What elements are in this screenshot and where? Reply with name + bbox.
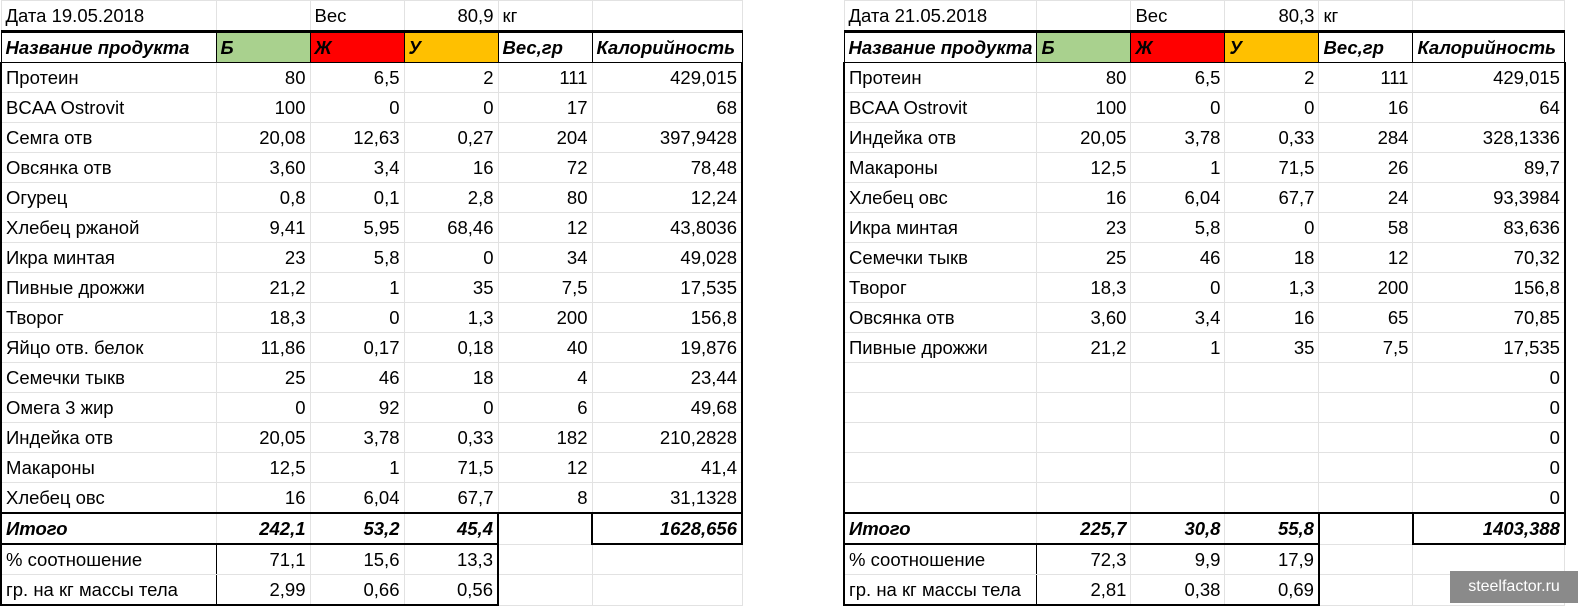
table-cell[interactable]: 78,48 (592, 153, 742, 183)
per-kg-cell[interactable]: 0,38 (1131, 575, 1225, 606)
table-cell[interactable]: 0 (1413, 453, 1565, 483)
table-cell[interactable]: 0 (404, 93, 498, 123)
ratio-row (1, 544, 742, 575)
table-cell[interactable]: 1 (1131, 333, 1225, 363)
table-cell[interactable]: 0,33 (404, 423, 498, 453)
per-kg-cell[interactable]: гр. на кг массы тела (844, 575, 1037, 606)
table-cell[interactable]: Семечки тыкв (844, 243, 1037, 273)
empty-cell[interactable] (1413, 1, 1565, 32)
title-row (844, 1, 1565, 32)
per-kg-cell[interactable]: гр. на кг массы тела (1, 575, 216, 606)
nutrition-table (0, 0, 743, 606)
header-cell[interactable]: Ж (1131, 32, 1225, 63)
table-row (844, 303, 1565, 333)
total-cell[interactable]: 225,7 (1037, 513, 1131, 544)
table-cell[interactable]: 70,85 (1413, 303, 1565, 333)
table-row (1, 93, 742, 123)
table-cell[interactable]: 17,535 (592, 273, 742, 303)
table-cell[interactable]: Икра минтая (844, 213, 1037, 243)
table-cell[interactable]: 23 (216, 243, 310, 273)
table-cell[interactable]: Яйцо отв. белок (1, 333, 216, 363)
header-cell[interactable]: У (404, 32, 498, 63)
table-cell[interactable]: Индейка отв (844, 123, 1037, 153)
table-cell[interactable]: 18,3 (216, 303, 310, 333)
table-cell[interactable]: 68,46 (404, 213, 498, 243)
empty-cell[interactable] (592, 1, 742, 32)
header-cell[interactable]: Б (216, 32, 310, 63)
table-cell[interactable]: 83,636 (1413, 213, 1565, 243)
table-cell[interactable]: 0 (1413, 393, 1565, 423)
weight-label-cell[interactable]: Вес (310, 1, 404, 32)
table-cell[interactable]: 3,60 (1037, 303, 1131, 333)
table-cell[interactable]: Семга отв (1, 123, 216, 153)
table-cell[interactable]: 68 (592, 93, 742, 123)
table-cell[interactable]: Овсянка отв (844, 303, 1037, 333)
total-cell[interactable]: 1403,388 (1413, 513, 1565, 544)
table-cell[interactable]: Овсянка отв (1, 153, 216, 183)
date-cell[interactable]: Дата 19.05.2018 (1, 1, 216, 32)
table-cell[interactable]: 7,5 (498, 273, 592, 303)
table-cell[interactable] (1131, 393, 1225, 423)
table-cell[interactable]: 49,68 (592, 393, 742, 423)
table-cell[interactable]: Семечки тыкв (1, 363, 216, 393)
table-cell[interactable]: 284 (1319, 123, 1413, 153)
table-cell[interactable] (1037, 453, 1131, 483)
table-cell[interactable]: 5,8 (1131, 213, 1225, 243)
weight-value-cell[interactable]: 80,9 (404, 1, 498, 32)
table-cell[interactable]: 24 (1319, 183, 1413, 213)
per-kg-cell[interactable]: 2,99 (216, 575, 310, 606)
empty-cell[interactable] (498, 575, 592, 606)
weight-label-cell[interactable]: Вес (1131, 1, 1225, 32)
table-cell[interactable]: 16 (404, 153, 498, 183)
table-cell[interactable]: 1 (310, 453, 404, 483)
header-cell[interactable]: Калорийность (1413, 32, 1565, 63)
table-cell[interactable]: 12,5 (216, 453, 310, 483)
table-cell[interactable]: 41,4 (592, 453, 742, 483)
table-cell[interactable] (1225, 483, 1319, 514)
table-row (844, 213, 1565, 243)
table-cell[interactable]: 20,05 (216, 423, 310, 453)
table-cell[interactable]: 93,3984 (1413, 183, 1565, 213)
table-cell[interactable]: 89,7 (1413, 153, 1565, 183)
table-row (844, 243, 1565, 273)
table-row (844, 93, 1565, 123)
table-cell[interactable]: 2 (1225, 63, 1319, 93)
table-row (844, 183, 1565, 213)
table-cell[interactable]: 46 (1131, 243, 1225, 273)
header-cell[interactable]: Название продукта (844, 32, 1037, 63)
table-cell[interactable]: 18,3 (1037, 273, 1131, 303)
table-cell[interactable]: 12,24 (592, 183, 742, 213)
table-cell[interactable]: 6,5 (310, 63, 404, 93)
total-cell[interactable] (1319, 513, 1413, 544)
table-row (1, 153, 742, 183)
table-row (1, 63, 742, 93)
table-cell[interactable] (844, 453, 1037, 483)
table-cell[interactable]: Омега 3 жир (1, 393, 216, 423)
ratio-cell[interactable]: 72,3 (1037, 544, 1131, 575)
table-cell[interactable]: 64 (1413, 93, 1565, 123)
table-cell[interactable]: 12,63 (310, 123, 404, 153)
empty-cell[interactable] (216, 1, 310, 32)
table-row (844, 483, 1565, 514)
weight-unit-cell[interactable]: кг (1319, 1, 1413, 32)
table-cell[interactable]: 12 (498, 213, 592, 243)
table-cell[interactable]: 0,27 (404, 123, 498, 153)
table-cell[interactable]: 429,015 (592, 63, 742, 93)
table-cell[interactable]: 34 (498, 243, 592, 273)
table-row (1, 123, 742, 153)
table-cell[interactable]: 92 (310, 393, 404, 423)
table-row (1, 273, 742, 303)
table-cell[interactable]: BCAA Ostrovit (844, 93, 1037, 123)
table-cell[interactable]: Макароны (1, 453, 216, 483)
table-cell[interactable] (1037, 423, 1131, 453)
table-cell[interactable]: 80 (216, 63, 310, 93)
per-kg-row (1, 575, 742, 606)
table-cell[interactable]: 19,876 (592, 333, 742, 363)
header-cell[interactable]: Ж (310, 32, 404, 63)
total-row (844, 513, 1565, 544)
table-cell[interactable]: 0,33 (1225, 123, 1319, 153)
table-cell[interactable]: 21,2 (1037, 333, 1131, 363)
table-cell[interactable] (1131, 453, 1225, 483)
header-cell[interactable]: Вес,гр (1319, 32, 1413, 63)
empty-cell[interactable] (1413, 544, 1565, 575)
table-cell[interactable]: 3,78 (1131, 123, 1225, 153)
table-cell[interactable]: 0 (1225, 93, 1319, 123)
table-row (1, 213, 742, 243)
table-cell[interactable]: 6 (498, 393, 592, 423)
table-cell[interactable]: 2 (404, 63, 498, 93)
table-cell[interactable]: 25 (216, 363, 310, 393)
table-cell[interactable]: Хлебец ржаной (1, 213, 216, 243)
table-cell[interactable]: 0 (310, 93, 404, 123)
table-cell[interactable] (844, 423, 1037, 453)
per-kg-cell[interactable]: 0,66 (310, 575, 404, 606)
table-cell[interactable]: 35 (404, 273, 498, 303)
total-row (1, 513, 742, 544)
table-cell[interactable]: 156,8 (592, 303, 742, 333)
total-cell[interactable] (498, 513, 592, 544)
table-cell[interactable]: 20,05 (1037, 123, 1131, 153)
table-cell[interactable]: 6,04 (1131, 183, 1225, 213)
empty-cell[interactable] (1319, 575, 1413, 606)
table-cell[interactable]: Индейка отв (1, 423, 216, 453)
date-cell[interactable]: Дата 21.05.2018 (844, 1, 1037, 32)
table-cell[interactable]: Протеин (1, 63, 216, 93)
table-cell[interactable]: 26 (1319, 153, 1413, 183)
table-cell[interactable]: Творог (844, 273, 1037, 303)
header-cell[interactable]: Калорийность (592, 32, 742, 63)
ratio-cell[interactable]: % соотношение (1, 544, 216, 575)
table-cell[interactable]: 3,78 (310, 423, 404, 453)
table-cell[interactable]: 156,8 (1413, 273, 1565, 303)
table-cell[interactable]: 23,44 (592, 363, 742, 393)
per-kg-cell[interactable]: 0,69 (1225, 575, 1319, 606)
table-cell[interactable] (1225, 423, 1319, 453)
table-cell[interactable]: 210,2828 (592, 423, 742, 453)
table-cell[interactable] (1037, 393, 1131, 423)
empty-cell[interactable] (1319, 544, 1413, 575)
table-cell[interactable]: 46 (310, 363, 404, 393)
table-cell[interactable]: 71,5 (404, 453, 498, 483)
empty-cell[interactable] (592, 544, 742, 575)
table-row (844, 363, 1565, 393)
ratio-cell[interactable]: 15,6 (310, 544, 404, 575)
table-row (1, 303, 742, 333)
table-cell[interactable]: Пивные дрожжи (1, 273, 216, 303)
table-cell[interactable]: 0 (404, 393, 498, 423)
table-cell[interactable]: 65 (1319, 303, 1413, 333)
table-row (844, 273, 1565, 303)
table-row (844, 123, 1565, 153)
header-row (1, 32, 742, 63)
table-cell[interactable]: 0,1 (310, 183, 404, 213)
table-cell[interactable]: Огурец (1, 183, 216, 213)
table-row (844, 63, 1565, 93)
table-cell[interactable]: Пивные дрожжи (844, 333, 1037, 363)
table-cell[interactable]: 18 (404, 363, 498, 393)
table-cell[interactable]: 0 (216, 393, 310, 423)
table-row (1, 393, 742, 423)
table-cell[interactable]: 3,4 (1131, 303, 1225, 333)
table-cell[interactable] (844, 363, 1037, 393)
empty-cell[interactable] (1037, 1, 1131, 32)
table-cell[interactable]: Творог (1, 303, 216, 333)
total-cell[interactable]: 30,8 (1131, 513, 1225, 544)
table-cell[interactable]: 20,08 (216, 123, 310, 153)
table-cell[interactable]: 58 (1319, 213, 1413, 243)
table-row (1, 243, 742, 273)
table-cell[interactable]: 67,7 (1225, 183, 1319, 213)
ratio-cell[interactable]: 17,9 (1225, 544, 1319, 575)
header-cell[interactable]: Б (1037, 32, 1131, 63)
table-cell[interactable]: Хлебец овс (1, 483, 216, 514)
table-cell[interactable]: 200 (1319, 273, 1413, 303)
per-kg-cell[interactable]: 2,81 (1037, 575, 1131, 606)
table-cell[interactable]: 1 (1131, 153, 1225, 183)
ratio-cell[interactable]: 13,3 (404, 544, 498, 575)
header-cell[interactable]: Название продукта (1, 32, 216, 63)
table-cell[interactable]: 0,8 (216, 183, 310, 213)
table-row (844, 153, 1565, 183)
table-cell[interactable]: 5,8 (310, 243, 404, 273)
weight-value-cell[interactable]: 80,3 (1225, 1, 1319, 32)
table-cell[interactable]: 0 (1131, 93, 1225, 123)
total-cell[interactable]: 45,4 (404, 513, 498, 544)
table-cell[interactable]: Макароны (844, 153, 1037, 183)
table-cell[interactable]: 5,95 (310, 213, 404, 243)
table-cell[interactable]: 200 (498, 303, 592, 333)
table-cell[interactable]: Хлебец овс (844, 183, 1037, 213)
table-cell[interactable] (1131, 363, 1225, 393)
table-cell[interactable]: 3,4 (310, 153, 404, 183)
table-cell[interactable]: 100 (1037, 93, 1131, 123)
nutrition-table (843, 0, 1566, 606)
table-cell[interactable]: 100 (216, 93, 310, 123)
table-cell[interactable]: 6,5 (1131, 63, 1225, 93)
table-cell[interactable]: Икра минтая (1, 243, 216, 273)
table-row (1, 483, 742, 514)
table-cell[interactable]: 35 (1225, 333, 1319, 363)
table-cell[interactable]: 429,015 (1413, 63, 1565, 93)
table-cell[interactable]: 12,5 (1037, 153, 1131, 183)
table-cell[interactable]: 11,86 (216, 333, 310, 363)
total-cell[interactable]: 53,2 (310, 513, 404, 544)
table-row (1, 423, 742, 453)
total-cell[interactable]: Итого (1, 513, 216, 544)
table-cell[interactable] (844, 393, 1037, 423)
table-row (1, 363, 742, 393)
table-cell[interactable]: 0 (1413, 363, 1565, 393)
table-cell[interactable]: 23 (1037, 213, 1131, 243)
total-cell[interactable]: 242,1 (216, 513, 310, 544)
table-cell[interactable]: 1,3 (1225, 273, 1319, 303)
table-cell[interactable]: 1 (310, 273, 404, 303)
table-cell[interactable]: 182 (498, 423, 592, 453)
header-cell[interactable]: У (1225, 32, 1319, 63)
weight-unit-cell[interactable]: кг (498, 1, 592, 32)
table-cell[interactable]: 3,60 (216, 153, 310, 183)
table-cell[interactable] (1131, 483, 1225, 514)
table-cell[interactable]: 12 (1319, 243, 1413, 273)
table-cell[interactable] (1225, 393, 1319, 423)
table-cell[interactable]: 0 (310, 303, 404, 333)
ratio-cell[interactable]: 9,9 (1131, 544, 1225, 575)
sheet-19-05 (0, 0, 743, 606)
ratio-cell[interactable]: 71,1 (216, 544, 310, 575)
table-cell[interactable]: 40 (498, 333, 592, 363)
table-cell[interactable]: 0,17 (310, 333, 404, 363)
empty-cell[interactable] (592, 575, 742, 606)
table-cell[interactable]: 17,535 (1413, 333, 1565, 363)
table-cell[interactable]: 16 (1225, 303, 1319, 333)
table-cell[interactable] (1131, 423, 1225, 453)
table-cell[interactable]: 25 (1037, 243, 1131, 273)
table-cell[interactable]: 80 (498, 183, 592, 213)
table-row (844, 393, 1565, 423)
table-cell[interactable]: 204 (498, 123, 592, 153)
table-cell[interactable]: 0 (1131, 273, 1225, 303)
table-cell[interactable]: 49,028 (592, 243, 742, 273)
table-cell[interactable]: 16 (1319, 93, 1413, 123)
table-cell[interactable]: 72 (498, 153, 592, 183)
table-cell[interactable]: 111 (498, 63, 592, 93)
table-row (844, 333, 1565, 363)
header-row (844, 32, 1565, 63)
title-row (1, 1, 742, 32)
header-cell[interactable]: Вес,гр (498, 32, 592, 63)
table-cell[interactable]: 9,41 (216, 213, 310, 243)
table-cell[interactable] (844, 483, 1037, 514)
table-cell[interactable]: BCAA Ostrovit (1, 93, 216, 123)
table-cell[interactable]: 2,8 (404, 183, 498, 213)
table-cell[interactable]: 0 (404, 243, 498, 273)
table-cell[interactable]: 67,7 (404, 483, 498, 514)
table-cell[interactable]: Протеин (844, 63, 1037, 93)
table-cell[interactable]: 6,04 (310, 483, 404, 514)
table-cell[interactable]: 31,1328 (592, 483, 742, 514)
table-row (1, 183, 742, 213)
table-cell[interactable]: 16 (216, 483, 310, 514)
table-cell[interactable]: 111 (1319, 63, 1413, 93)
table-cell[interactable]: 21,2 (216, 273, 310, 303)
table-cell[interactable] (1225, 363, 1319, 393)
table-cell[interactable]: 18 (1225, 243, 1319, 273)
table-cell[interactable] (1319, 363, 1413, 393)
table-row (844, 423, 1565, 453)
table-cell[interactable] (1319, 393, 1413, 423)
table-row (844, 453, 1565, 483)
table-cell[interactable]: 71,5 (1225, 153, 1319, 183)
ratio-row (844, 544, 1565, 575)
total-cell[interactable]: 55,8 (1225, 513, 1319, 544)
table-cell[interactable] (1225, 453, 1319, 483)
table-cell[interactable]: 7,5 (1319, 333, 1413, 363)
table-row (1, 453, 742, 483)
table-cell[interactable] (1319, 483, 1413, 514)
total-cell[interactable]: Итого (844, 513, 1037, 544)
table-cell[interactable]: 80 (1037, 63, 1131, 93)
table-cell[interactable]: 70,32 (1413, 243, 1565, 273)
table-cell[interactable]: 8 (498, 483, 592, 514)
table-cell[interactable]: 328,1336 (1413, 123, 1565, 153)
table-cell[interactable]: 0 (1413, 483, 1565, 514)
table-row (1, 333, 742, 363)
table-cell[interactable]: 17 (498, 93, 592, 123)
table-cell[interactable]: 4 (498, 363, 592, 393)
table-cell[interactable] (1319, 453, 1413, 483)
table-cell[interactable] (1319, 423, 1413, 453)
sheet-21-05 (843, 0, 1566, 606)
watermark: steelfactor.ru (1450, 571, 1578, 603)
table-cell[interactable]: 0 (1225, 213, 1319, 243)
table-cell[interactable]: 12 (498, 453, 592, 483)
table-cell[interactable]: 16 (1037, 183, 1131, 213)
table-cell[interactable]: 397,9428 (592, 123, 742, 153)
ratio-cell[interactable]: % соотношение (844, 544, 1037, 575)
table-cell[interactable]: 0 (1413, 423, 1565, 453)
table-cell[interactable] (1037, 363, 1131, 393)
table-cell[interactable]: 43,8036 (592, 213, 742, 243)
per-kg-cell[interactable]: 0,56 (404, 575, 498, 606)
empty-cell[interactable] (498, 544, 592, 575)
table-cell[interactable] (1037, 483, 1131, 514)
table-cell[interactable]: 1,3 (404, 303, 498, 333)
table-cell[interactable]: 0,18 (404, 333, 498, 363)
total-cell[interactable]: 1628,656 (592, 513, 742, 544)
